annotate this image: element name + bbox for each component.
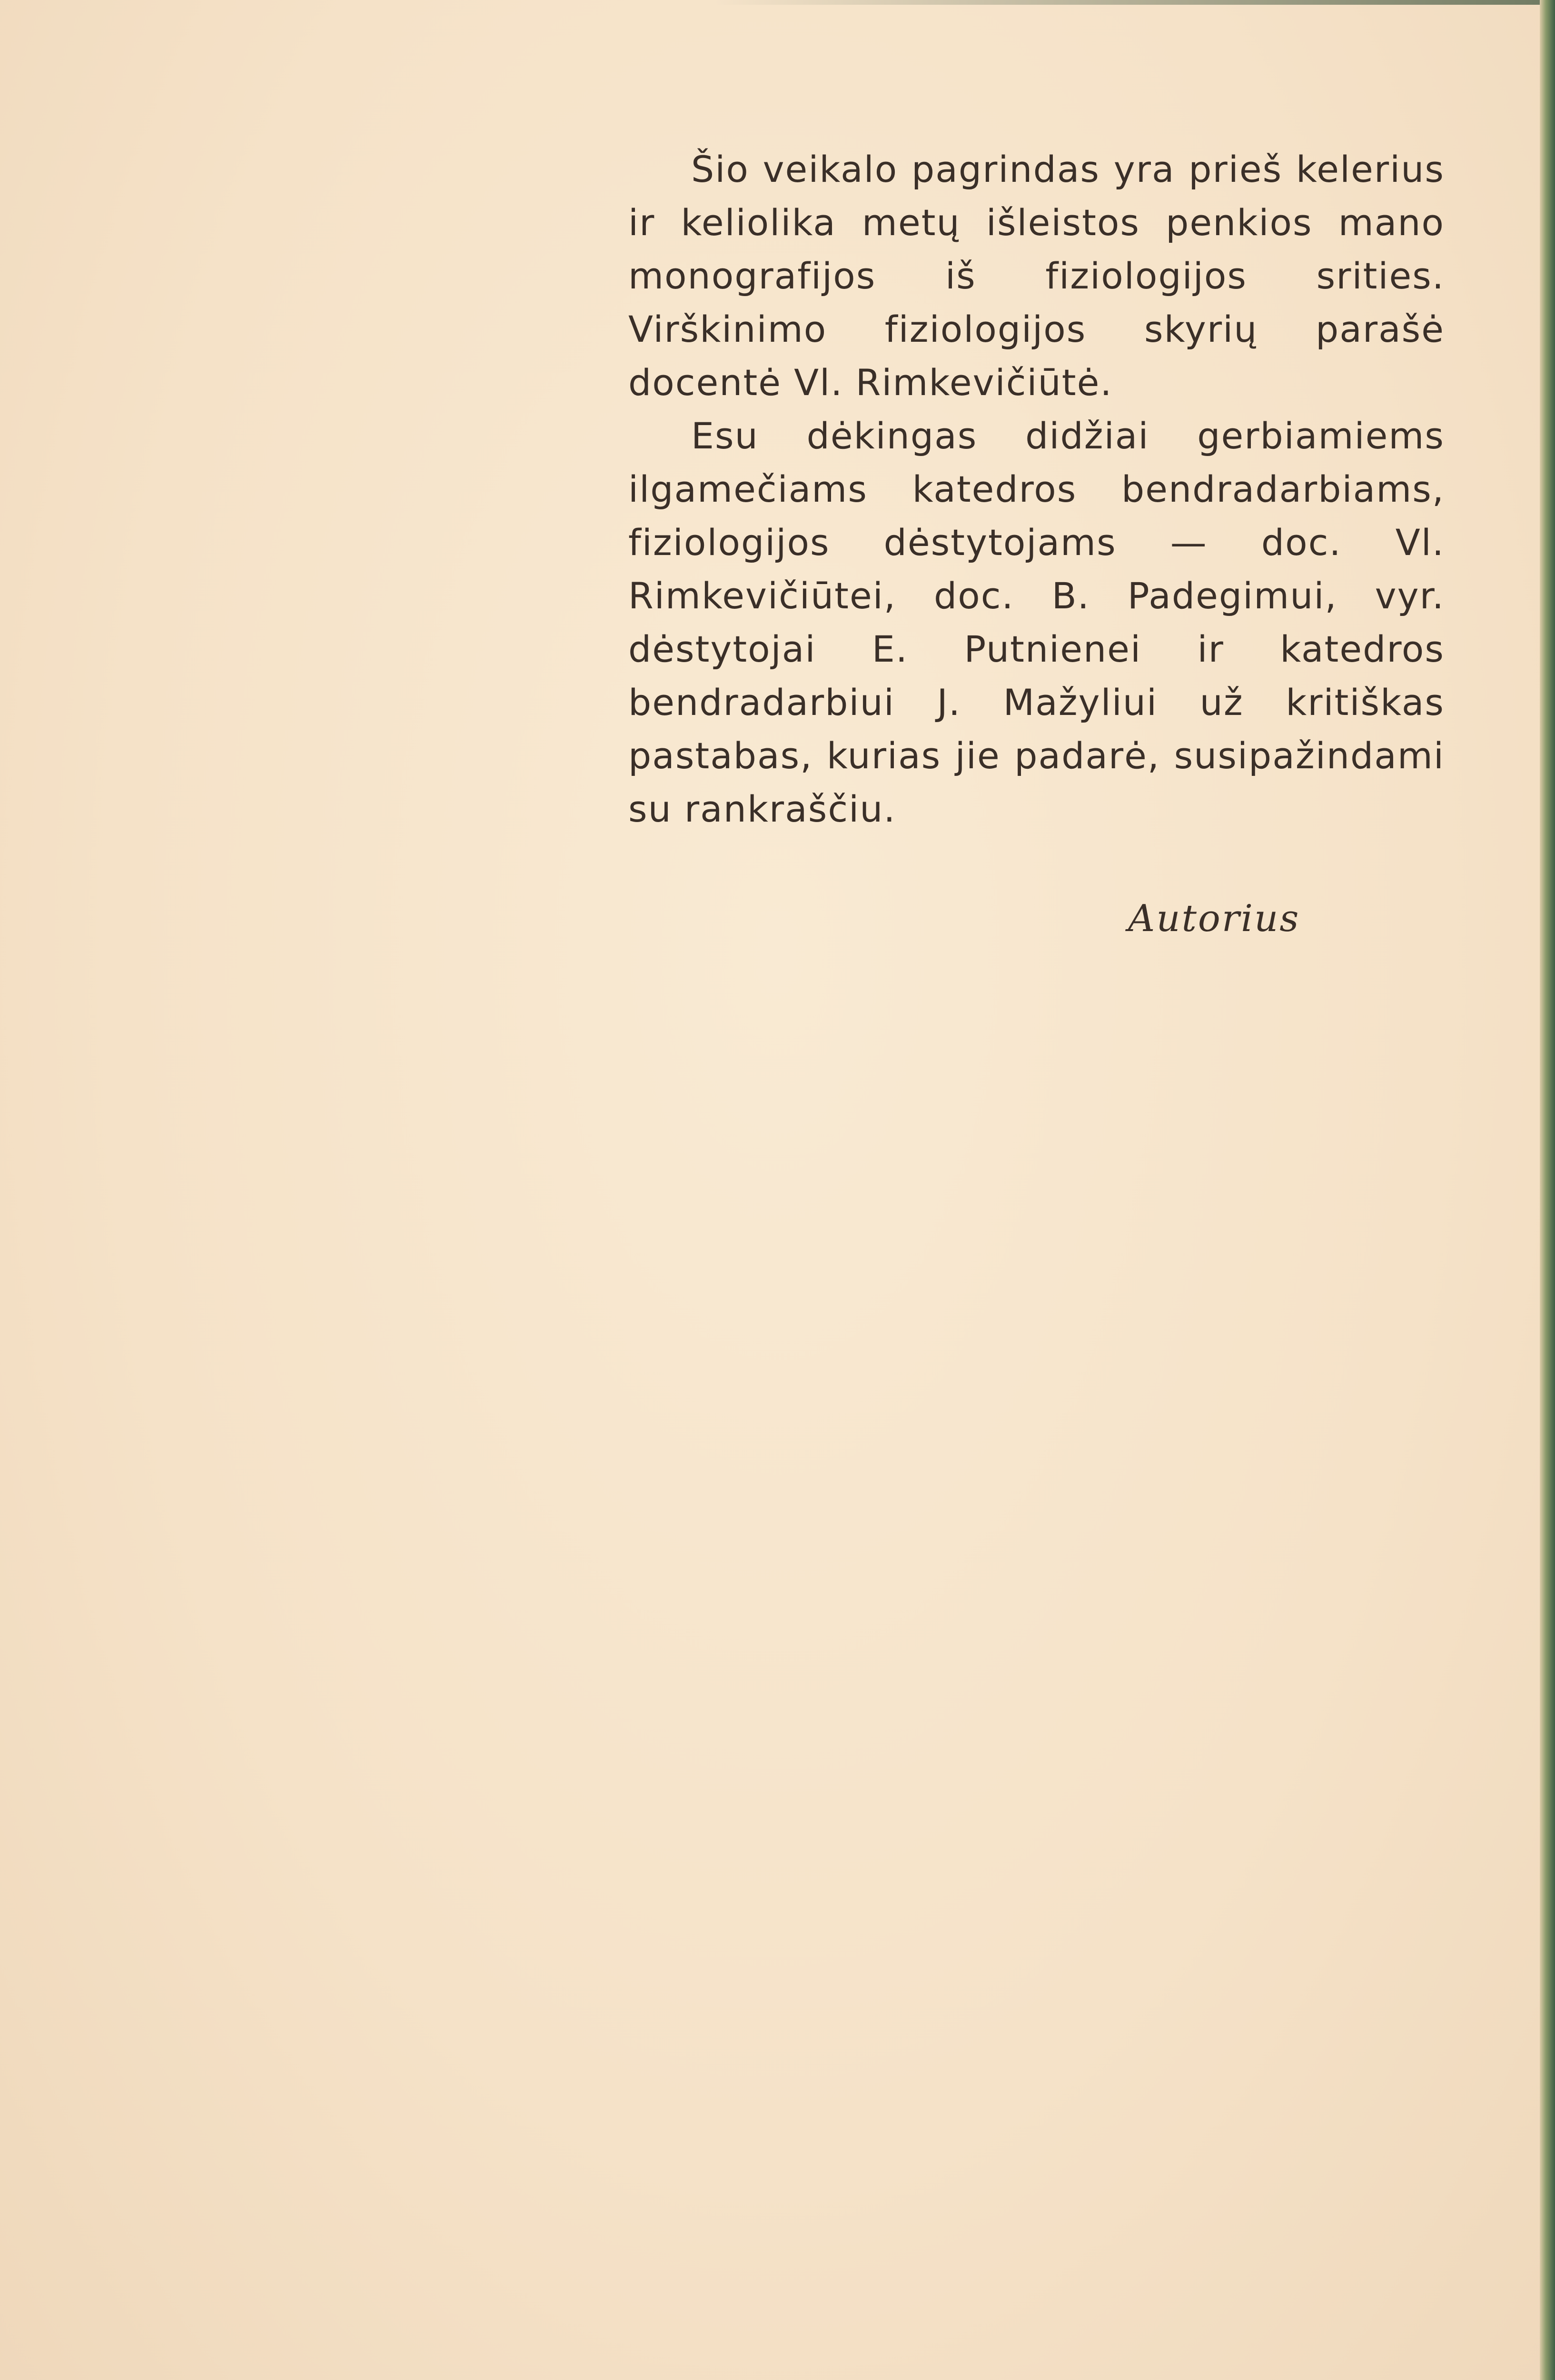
author-signature: Autorius	[1128, 897, 1300, 940]
page-top-edge	[714, 0, 1555, 5]
book-cover-edge	[1540, 0, 1555, 2380]
preface-text	[628, 143, 1445, 836]
paragraph-2: Esu dėkingas didžiai gerbiamiems ilgamečiams katedros bendradarbiams, fiziologijos dėstytojams — doc. Vl. Rimkevičiūtei, doc. B. Padegimui, vyr. dėstytojai E. Putnienei ir katedros bendradarbiui J. Mažyliui už kritiškas pastabas, kurias jie padarė, susipažindami su rankraščiu.	[628, 415, 1445, 830]
paragraph-1: Šio veikalo pagrindas yra prieš kelerius ir keliolika metų išleistos penkios mano monografijos iš fiziologijos srities. Virškinimo fiziologijos skyrių parašė docentė Vl. Rimkevičiūtė.	[628, 148, 1445, 404]
